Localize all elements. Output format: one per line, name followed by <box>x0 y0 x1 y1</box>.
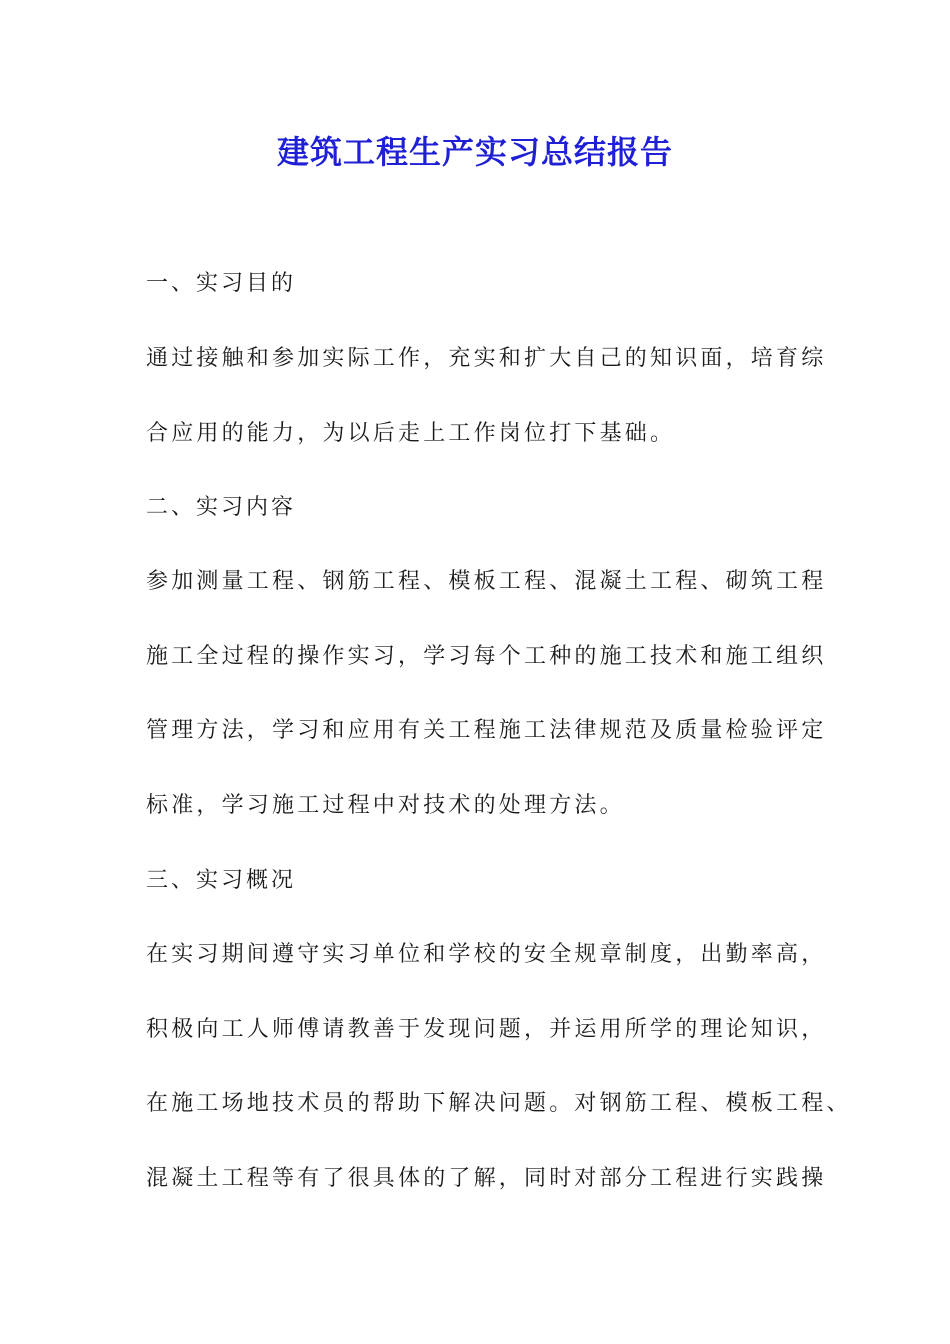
paragraph-line: 参加测量工程、钢筋工程、模板工程、混凝土工程、砌筑工程 <box>146 569 827 594</box>
section-heading-overview: 三、实习概况 <box>146 868 297 893</box>
section-heading-content: 二、实习内容 <box>146 495 297 520</box>
section-heading-purpose: 一、实习目的 <box>146 271 297 296</box>
paragraph-line: 混凝土工程等有了很具体的了解，同时对部分工程进行实践操 <box>146 1166 827 1191</box>
document-title: 建筑工程生产实习总结报告 <box>276 133 673 171</box>
paragraph-line: 标准，学习施工过程中对技术的处理方法。 <box>146 793 625 818</box>
paragraph-line: 积极向工人师傅请教善于发现问题，并运用所学的理论知识， <box>146 1017 827 1042</box>
paragraph-line: 管理方法，学习和应用有关工程施工法律规范及质量检验评定 <box>146 718 827 743</box>
paragraph-line: 施工全过程的操作实习，学习每个工种的施工技术和施工组织 <box>146 644 827 669</box>
paragraph-line: 在实习期间遵守实习单位和学校的安全规章制度，出勤率高， <box>146 942 827 967</box>
paragraph-line: 在施工场地技术员的帮助下解决问题。对钢筋工程、模板工程、 <box>146 1091 852 1116</box>
paragraph-line: 合应用的能力，为以后走上工作岗位打下基础。 <box>146 421 676 446</box>
paragraph-line: 通过接触和参加实际工作，充实和扩大自己的知识面，培育综 <box>146 346 827 371</box>
